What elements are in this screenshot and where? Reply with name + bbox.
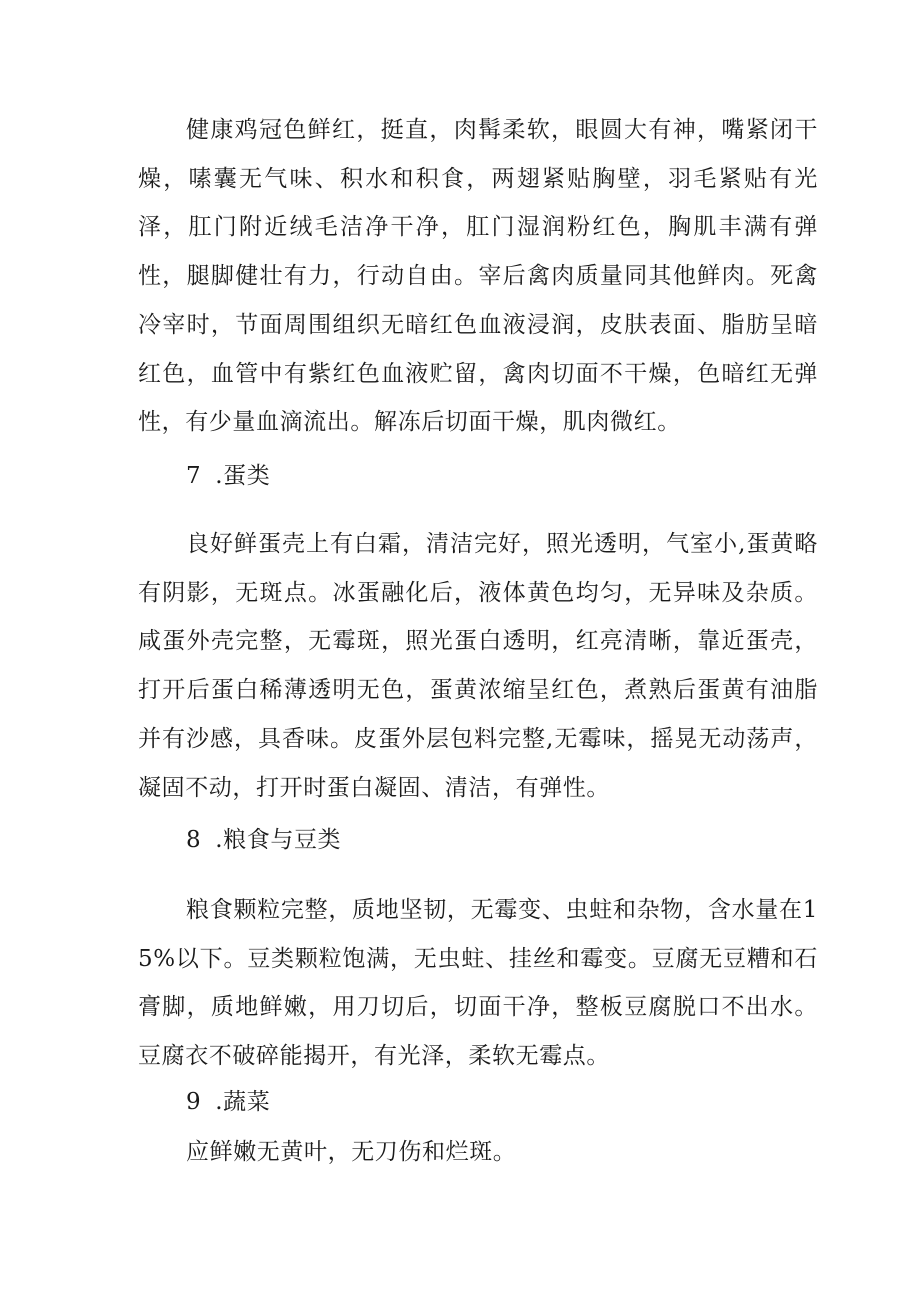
paragraph-grains-beans: 粮食颗粒完整，质地坚韧，无霉变、虫蛀和杂物，含水量在15%以下。豆类颗粒饱满，无虫蛀、挂丝和霉变。豆腐无豆糟和石膏脚，质地鲜嫩，用刀切后，切面干净，整板豆腐脱口不出水。豆腐衣不破碎能揭开，有光泽，柔软无霉点。 — [138, 897, 818, 1070]
paragraph-vegetables: 应鲜嫩无黄叶，无刀伤和烂斑。 — [186, 1139, 517, 1165]
section-heading-grains-beans — [186, 824, 341, 856]
section-title: .蛋类 — [215, 463, 271, 489]
section-title: .蔬菜 — [215, 1089, 271, 1115]
paragraph-poultry: 健康鸡冠色鲜红，挺直，肉髯柔软，眼圆大有神，嘴紧闭干燥，嗉囊无气味、积水和积食，两翅紧贴胸壁，羽毛紧贴有光泽，肛门附近绒毛洁净干净，肛门湿润粉红色，胸肌丰满有弹性，腿脚健壮有力，行动自由。宰后禽肉质量同其他鲜肉。死禽冷宰时，节面周围组织无暗红色血液浸润，皮肤表面、脂肪呈暗红色，血管中有紫红色血液贮留，禽肉切面不干燥，色暗红无弹性，有少量血滴流出。解冻后切面干燥，肌肉微红。 — [138, 117, 818, 436]
section-number: 9 — [186, 1089, 202, 1115]
section-number: 7 — [186, 463, 202, 489]
section-title: .粮食与豆类 — [215, 827, 342, 853]
paragraph-eggs: 良好鲜蛋壳上有白霜，清洁完好，照光透明，气室小,蛋黄略有阴影，无斑点。冰蛋融化后，液体黄色均匀，无异味及杂质。咸蛋外壳完整，无霉斑，照光蛋白透明，红亮清晰，靠近蛋壳，打开后蛋白稀薄透明无色，蛋黄浓缩呈红色，煮熟后蛋黄有油脂并有沙感，具香味。皮蛋外层包料完整,无霉味，摇晃无动荡声，凝固不动，打开时蛋白凝固、清洁，有弹性。 — [138, 531, 818, 801]
section-number: 8 — [186, 827, 202, 853]
section-heading-vegetables — [186, 1086, 270, 1118]
section-heading-eggs — [186, 460, 270, 492]
